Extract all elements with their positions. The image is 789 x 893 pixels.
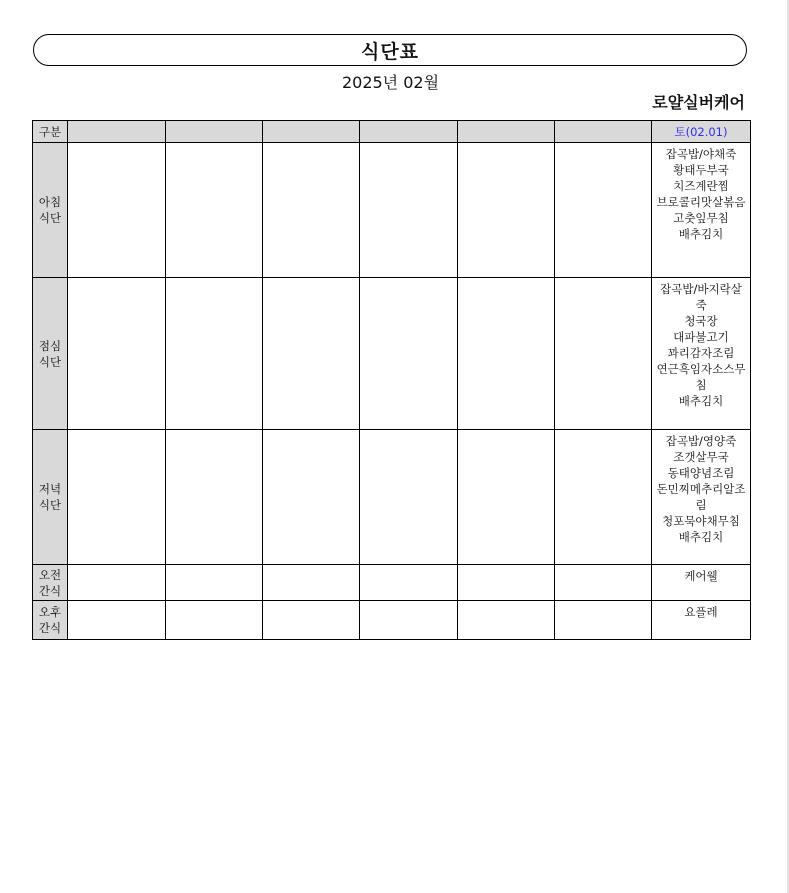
am-snack-label: [33, 565, 68, 601]
menu-item: 연근흑임자소스무침: [656, 362, 746, 392]
empty-cell: [555, 278, 652, 430]
label-line: 오후: [38, 605, 62, 619]
menu-item: 케어웰: [684, 569, 718, 583]
header-row: [33, 121, 751, 143]
menu-item: 잡곡밥/영양죽: [665, 434, 737, 448]
empty-cell: [360, 601, 458, 640]
menu-item: 잡곡밥/야채죽: [665, 147, 737, 161]
menu-item: 동태양념조림: [667, 466, 735, 480]
corner-label: 구분: [33, 121, 68, 143]
empty-cell: [68, 430, 166, 565]
menu-item: 잡곡밥/바지락살죽: [660, 282, 742, 312]
menu-list: [652, 430, 750, 545]
menu-list: [652, 278, 750, 409]
empty-cell: [166, 278, 263, 430]
am-snack-menu-cell: [652, 565, 751, 601]
menu-list: [652, 565, 750, 584]
empty-cell: [263, 278, 360, 430]
pm-snack-menu-cell: [652, 601, 751, 640]
label-line: 식단: [38, 354, 62, 369]
menu-item: 브로콜리맛살볶음: [656, 195, 746, 209]
header-cell: [68, 121, 166, 143]
empty-cell: [458, 278, 555, 430]
menu-item: 배추김치: [678, 394, 724, 408]
title-box: [33, 34, 747, 66]
menu-item: 청포묵야채무침: [662, 514, 740, 528]
lunch-menu-cell: [652, 278, 751, 430]
label-line: 점심: [38, 338, 62, 353]
empty-cell: [166, 601, 263, 640]
empty-cell: [555, 565, 652, 601]
month-label: 2025년 02월: [341, 73, 440, 92]
empty-cell: [458, 143, 555, 278]
am-snack-row: [33, 565, 751, 601]
breakfast-row: [33, 143, 751, 278]
menu-item: 고춧잎무침: [673, 211, 729, 225]
empty-cell: [68, 565, 166, 601]
menu-item: 요플레: [684, 605, 718, 619]
label-line: 간식: [38, 621, 62, 635]
label-line: 오전: [38, 567, 62, 582]
label-line: 저녁: [38, 482, 62, 496]
lunch-label: [33, 278, 68, 430]
label-line: 식단: [38, 211, 62, 225]
menu-table: [32, 120, 751, 640]
empty-cell: [555, 143, 652, 278]
empty-cell: [458, 430, 555, 565]
empty-cell: [263, 601, 360, 640]
header-cell: [555, 121, 652, 143]
menu-item: 치즈계란찜: [673, 179, 729, 193]
label-line: 간식: [38, 583, 62, 598]
empty-cell: [555, 430, 652, 565]
menu-item: 조갯살무국: [673, 450, 729, 464]
date-header-saturday: 토(02.01): [652, 121, 751, 143]
dinner-menu-cell: [652, 430, 751, 565]
empty-cell: [166, 565, 263, 601]
empty-cell: [68, 601, 166, 640]
empty-cell: [458, 601, 555, 640]
page-title: 식단표: [360, 40, 420, 63]
menu-item: 꽈리감자조림: [667, 346, 735, 360]
empty-cell: [263, 565, 360, 601]
empty-cell: [555, 601, 652, 640]
pm-snack-label: [33, 601, 68, 640]
empty-cell: [68, 143, 166, 278]
empty-cell: [360, 565, 458, 601]
menu-item: 배추김치: [678, 530, 724, 544]
menu-list: [652, 143, 750, 242]
header-cell: [360, 121, 458, 143]
dinner-label: [33, 430, 68, 565]
dinner-row: [33, 430, 751, 565]
label-line: 아침: [38, 195, 62, 209]
empty-cell: [360, 430, 458, 565]
empty-cell: [458, 565, 555, 601]
empty-cell: [263, 430, 360, 565]
breakfast-menu-cell: [652, 143, 751, 278]
menu-item: 돈민찌메추리알조림: [656, 482, 746, 512]
empty-cell: [263, 143, 360, 278]
menu-item: 청국장: [684, 314, 718, 328]
facility-name: 로얄실버케어: [652, 93, 745, 112]
header-cell: [166, 121, 263, 143]
lunch-row: [33, 278, 751, 430]
empty-cell: [166, 143, 263, 278]
menu-item: 황태두부국: [673, 163, 729, 177]
breakfast-label: [33, 143, 68, 278]
empty-cell: [166, 430, 263, 565]
pm-snack-row: [33, 601, 751, 640]
empty-cell: [360, 143, 458, 278]
menu-list: [652, 601, 750, 620]
menu-item: 대파불고기: [673, 330, 729, 344]
header-cell: [458, 121, 555, 143]
header-cell: [263, 121, 360, 143]
menu-item: 배추김치: [678, 227, 724, 241]
label-line: 식단: [38, 498, 62, 512]
empty-cell: [360, 278, 458, 430]
empty-cell: [68, 278, 166, 430]
